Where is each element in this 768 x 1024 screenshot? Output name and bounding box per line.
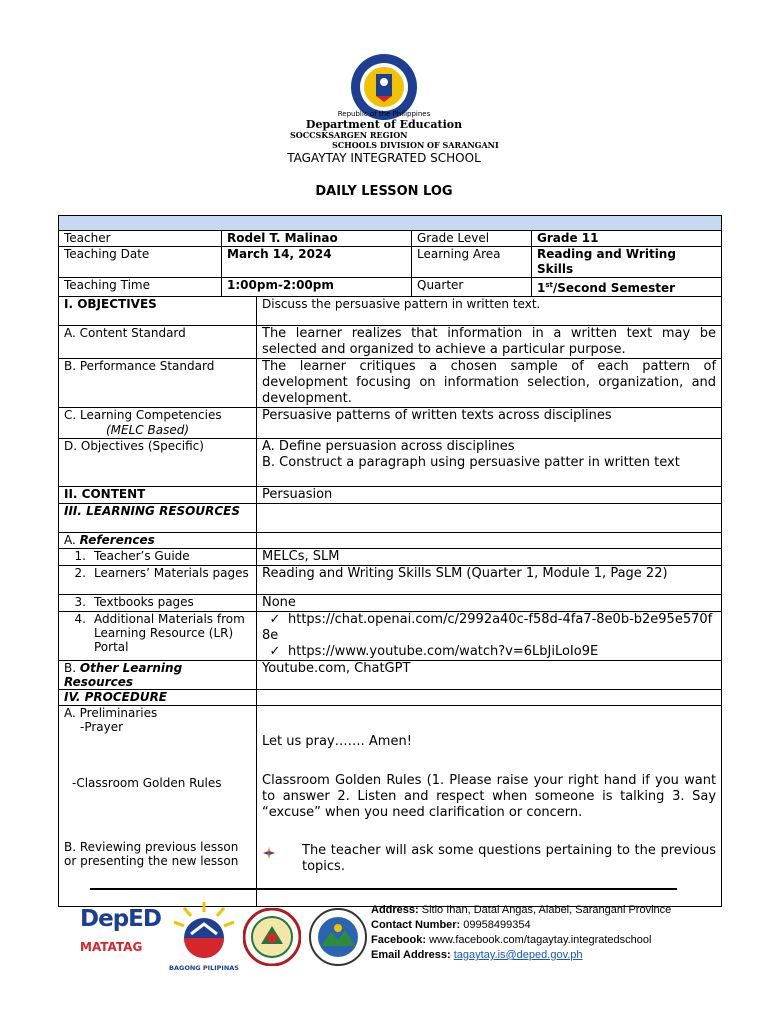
bagong-pilipinas-text: BAGONG PILIPINAS [169,964,239,972]
department-title: Department of Education [305,118,463,131]
republic-text: Republic of the Philippines [337,110,431,118]
table-row [59,706,722,907]
other-resources-label: B. Other Learning Resources [59,661,257,690]
school-name: TAGAYTAY INTEGRATED SCHOOL [287,151,481,165]
table-row [59,566,722,595]
teacher-value: Rodel T. Malinao [222,231,412,247]
lr-portal-links [257,612,722,661]
date-label: Teaching Date [59,247,222,278]
other-resources-value: Youtube.com, ChatGPT [257,661,722,690]
teachers-guide-label: 1. Teacher’s Guide [59,549,257,566]
table-row [59,549,722,566]
table-row [59,504,722,533]
region-text: SOCCSKSARGEN REGION [290,130,408,140]
quarter-label: Quarter [412,278,532,297]
learners-materials-label: 2. Learners’ Materials pages [59,566,257,595]
table-row [59,408,722,439]
date-value: March 14, 2024 [222,247,412,278]
objectives-label: I. OBJECTIVES [59,297,257,326]
teacher-label: Teacher [59,231,222,247]
division-text: SCHOOLS DIVISION OF SARANGANI [332,140,499,150]
checkmark-icon: ✓ [269,644,281,659]
table-row [59,231,722,247]
email-link[interactable]: tagaytay.is@deped.gov.ph [453,949,583,961]
performance-standard-value: The learner critiques a chosen sample of each pattern of development focusing on information selection, organization, and development. [257,359,722,408]
competencies-label: C. Learning Competencies (MELC Based) [59,408,257,439]
bullet-icon [262,843,284,875]
lr-link-2[interactable]: ✓ https://www.youtube.com/watch?v=6LbJiLoIo9E [262,644,716,660]
textbooks-value: None [257,595,722,612]
contact-block [371,903,671,963]
grade-level-label: Grade Level [412,231,532,247]
specific-objectives-value: A. Define persuasion across disciplines B. Construct a paragraph using persuasive patter in written text [257,439,722,487]
email-line: Email Address: tagaytay.is@deped.gov.ph [371,949,583,961]
deped-logo-text: DepED [80,906,161,932]
lesson-log-table [58,215,722,907]
procedure-steps-label: A. Preliminaries -Prayer -Classroom Golden Rules B. Reviewing previous lesson or presenting the new lesson [59,706,257,907]
lr-link-1[interactable]: ✓ https://chat.openai.com/c/2992a40c-f58d-4fa7-8e0b-b2e95e570f8e [262,612,713,643]
table-row [59,595,722,612]
table-row [59,487,722,504]
facebook-line: Facebook: www.facebook.com/tagaytay.integratedschool [371,934,652,946]
procedure-steps-value: Let us pray……. Amen! Classroom Golden Rules (1. Please raise your right hand if you want to answer 2. Listen and respect when someone is talking 3. Say “excuse” when you need clarification or concern. The teacher will ask some questions pertaining to the previous topics. [257,706,722,907]
content-value: Persuasion [257,487,722,504]
contact-number-line: Contact Number: 09958499354 [371,919,531,931]
deped-matatag-logo [80,905,161,965]
header-band-row [59,216,722,231]
performance-standard-label: B. Performance Standard [59,359,257,408]
learners-materials-value: Reading and Writing Skills SLM (Quarter 1, Module 1, Page 22) [257,566,722,595]
table-row [59,661,722,690]
area-value: Reading and Writing Skills [532,247,722,278]
resources-label: III. LEARNING RESOURCES [59,504,257,533]
area-label: Learning Area [412,247,532,278]
grade-level-value: Grade 11 [532,231,722,247]
document-title: DAILY LESSON LOG [315,184,453,199]
matatag-logo-text: MATATAG [80,940,143,954]
table-row [59,326,722,359]
objectives-value: Discuss the persuasive pattern in written text. [257,297,722,326]
competencies-value: Persuasive patterns of written texts across disciplines [257,408,722,439]
teachers-guide-value: MELCs, SLM [257,549,722,566]
table-row [59,690,722,706]
checkmark-icon: ✓ [269,612,281,627]
textbooks-label: 3. Textbooks pages [59,595,257,612]
bagong-pilipinas-logo [169,900,239,972]
quarter-value: 1st/Second Semester [532,278,722,297]
tagaytay-school-seal-icon [309,908,367,966]
procedure-label: IV. PROCEDURE [59,690,257,706]
content-standard-value: The learner realizes that information in a written text may be selected and organized to achieve a particular purpose. [257,326,722,359]
content-standard-label: A. Content Standard [59,326,257,359]
sarangani-division-seal-icon [243,908,301,966]
time-label: Teaching Time [59,278,222,297]
footer-divider [90,888,677,890]
specific-objectives-label: D. Objectives (Specific) [59,439,257,487]
table-row [59,533,722,549]
table-row [59,247,722,278]
references-label: A. References [59,533,257,549]
table-row [59,297,722,326]
table-row [59,359,722,408]
content-label: II. CONTENT [59,487,257,504]
table-row [59,439,722,487]
address-line: Address: Sitio Ihan, Datal Angas, Alabel, Sarangani Province [371,904,672,916]
bagong-pilipinas-icon [169,900,239,960]
table-row [59,278,722,297]
table-row [59,612,722,661]
time-value: 1:00pm-2:00pm [222,278,412,297]
lr-portal-label: 4. Additional Materials from Learning Resource (LR) Portal [59,612,257,661]
